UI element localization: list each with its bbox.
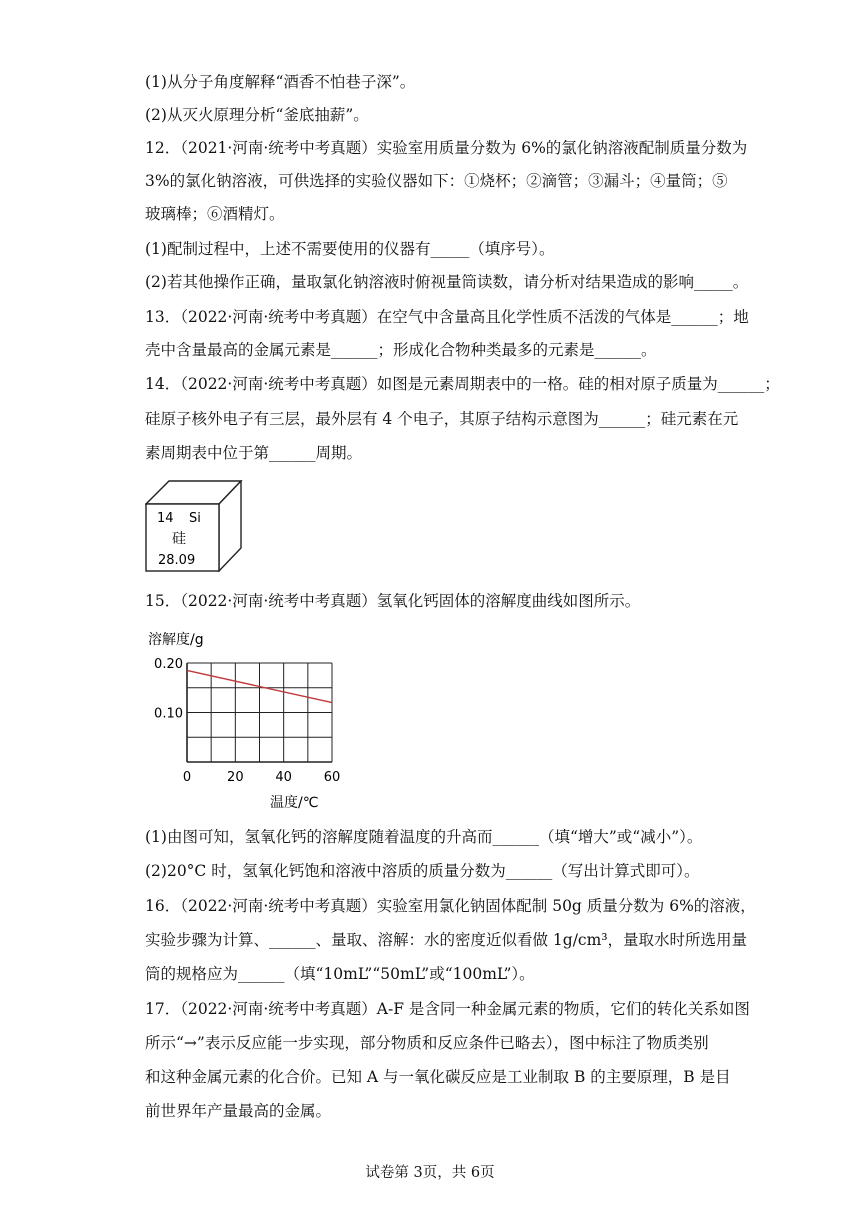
q17-line3: 和这种金属元素的化合价。已知 A 与一氧化碳反应是工业制取 B 的主要原理，B 是目 xyxy=(145,1068,731,1086)
element-name: 硅 xyxy=(172,531,186,547)
q13-line1: 13．（2022·河南·统考中考真题）在空气中含量高且化学性质不活泼的气体是______；地 xyxy=(145,308,749,326)
q15-sub2: (2)20°C 时，氢氧化钙饱和溶液中溶质的质量分数为______（写出计算式即可）。 xyxy=(145,862,700,880)
q13-line2: 壳中含量最高的金属元素是______；形成化合物种类最多的元素是______。 xyxy=(145,341,657,359)
x-tick-label: 0 xyxy=(182,770,192,785)
y-axis-label: 溶解度/g xyxy=(148,632,204,648)
atomic-number: 14 xyxy=(157,511,174,526)
q16-line3: 筒的规格应为______（填“10mL”“50mL”或“100mL”）。 xyxy=(145,965,535,983)
q14-line1: 14．（2022·河南·统考中考真题）如图是元素周期表中的一格。硅的相对原子质量为______； xyxy=(145,375,780,393)
element-cell-figure xyxy=(145,480,243,572)
x-tick-label: 40 xyxy=(275,770,292,785)
q11-sub1: (1)从分子角度解释“酒香不怕巷子深”。 xyxy=(145,73,416,91)
q12-stem-line1: 12．（2021·河南·统考中考真题）实验室用质量分数为 6%的氯化钠溶液配制质量分数为 xyxy=(145,139,748,157)
q14-line2: 硅原子核外电子有三层，最外层有 4 个电子，其原子结构示意图为______；硅元素在元 xyxy=(145,410,739,428)
x-tick-label: 20 xyxy=(227,770,244,785)
q16-line2: 实验步骤为计算、______、量取、溶解：水的密度近似看做 1g/cm³，量取水时所选用量 xyxy=(145,931,748,949)
x-axis-label: 温度/℃ xyxy=(270,795,319,811)
q15-sub1: (1)由图可知，氢氧化钙的溶解度随着温度的升高而______（填“增大”或“减小”）。 xyxy=(145,828,703,846)
q15-line1: 15．（2022·河南·统考中考真题）氢氧化钙固体的溶解度曲线如图所示。 xyxy=(145,592,641,610)
y-tick-label: 0.10 xyxy=(154,706,183,722)
y-tick-label: 0.20 xyxy=(154,657,183,672)
q12-stem-line3: 玻璃棒；⑥酒精灯。 xyxy=(145,205,285,223)
q17-line2: 所示“→”表示反应能一步实现，部分物质和反应条件已略去），图中标注了物质类别 xyxy=(145,1034,709,1052)
q11-sub2: (2)从灭火原理分析“釜底抽薪”。 xyxy=(145,106,369,124)
chart-ticks xyxy=(154,657,340,785)
atomic-mass: 28.09 xyxy=(158,553,196,568)
page-footer: 试卷第 3页，共 6页 xyxy=(365,1165,495,1181)
q17-line1: 17．（2022·河南·统考中考真题）A-F 是含同一种金属元素的物质，它们的转化关系如图 xyxy=(145,1000,750,1018)
q14-line3: 素周期表中位于第______周期。 xyxy=(145,444,363,462)
q17-line4: 前世界年产量最高的金属。 xyxy=(145,1102,332,1120)
x-tick-label: 60 xyxy=(323,770,341,785)
q12-stem-line2: 3%的氯化钠溶液，可供选择的实验仪器如下：①烧杯；②滴管；③漏斗；④量筒；⑤ xyxy=(145,172,728,190)
chart-grid xyxy=(187,663,332,762)
q16-line1: 16．（2022·河南·统考中考真题）实验室用氯化钠固体配制 50g 质量分数为 6%的溶液， xyxy=(145,897,756,915)
solubility-chart xyxy=(140,626,360,816)
element-symbol: Si xyxy=(189,511,201,526)
q12-sub2: (2)若其他操作正确，量取氯化钠溶液时俯视量筒读数，请分析对结果造成的影响_____。 xyxy=(145,273,749,291)
q12-sub1: (1)配制过程中，上述不需要使用的仪器有_____（填序号）。 xyxy=(145,240,555,258)
